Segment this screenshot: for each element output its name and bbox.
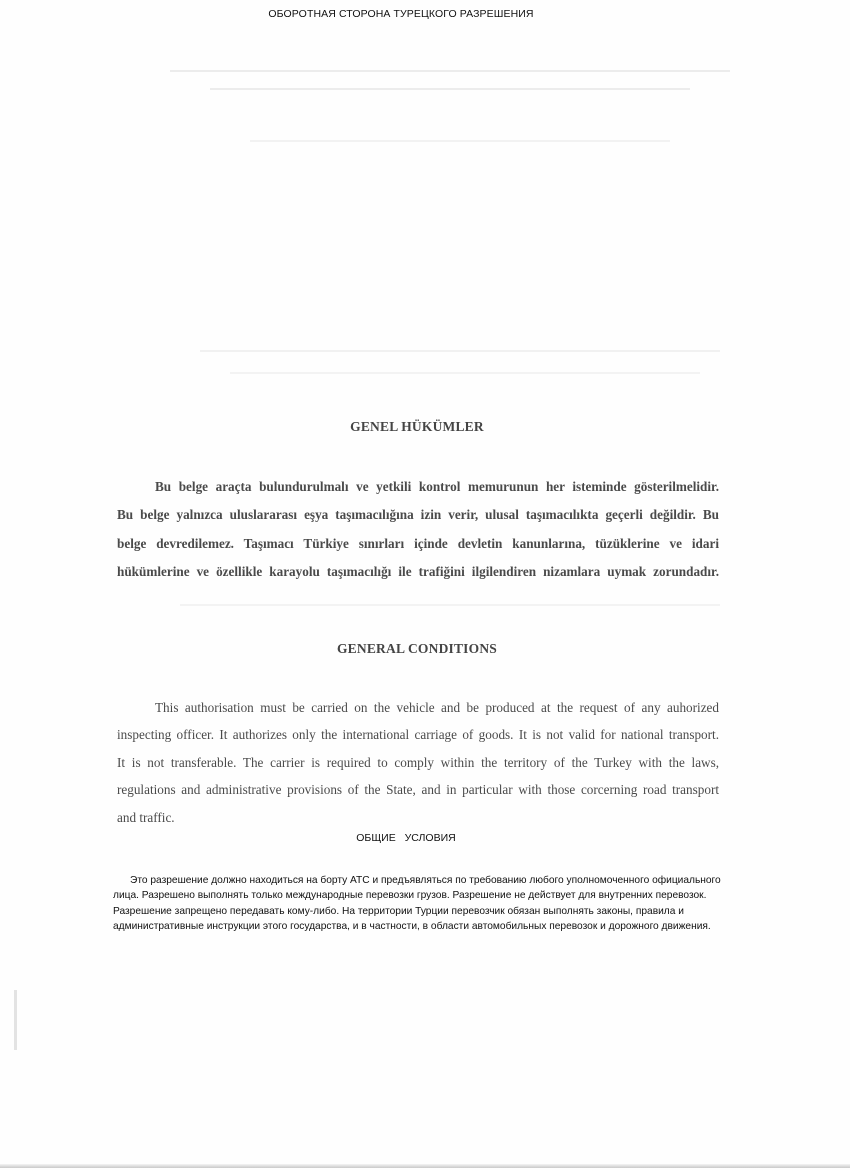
turkish-line: Bu belge araçta bulundurulmalı ve yetkili kontrol memurunun her isteminde gösterilmelidir. (155, 479, 719, 494)
scan-artifact (200, 350, 720, 352)
russian-section-title: ОБЩИЕ УСЛОВИЯ (356, 832, 456, 844)
russian-line: административные инструкции этого государства, и в частности, в области автомобильных перевозок и дорожного движения. (113, 921, 711, 933)
english-paragraph (117, 694, 719, 831)
english-section-title: GENERAL CONDITIONS (336, 641, 497, 656)
scan-artifact (230, 372, 700, 374)
page-header: ОБОРОТНАЯ СТОРОНА ТУРЕЦКОГО РАЗРЕШЕНИЯ (268, 8, 534, 20)
scan-artifact (170, 70, 730, 72)
english-line: inspecting officer. It authorizes only the international carriage of goods. It is not valid for national transport. (117, 727, 719, 743)
scan-artifact (180, 604, 720, 606)
english-line: It is not transferable. The carrier is required to comply within the territory of the Turkey with the laws, (117, 754, 719, 770)
turkish-section-title: GENEL HÜKÜMLER (350, 419, 484, 434)
turkish-line: Bu belge yalnızca uluslararası eşya taşımacılığına izin verir, ulusal taşımacılıkta geçerli değildir. Bu (117, 507, 719, 523)
russian-line: Разрешение запрещено передавать кому-либо. На территории Турции перевозчик обязан выполнять законы, правила и (113, 905, 684, 917)
russian-line: Это разрешение должно находиться на борту АТС и предъявляться по требованию любого уполномоченного официального (130, 875, 721, 886)
turkish-paragraph (117, 473, 719, 586)
english-line: regulations and administrative provisions of the State, and in particular with those corcerning road transport (117, 782, 719, 798)
scan-artifact (14, 990, 17, 1050)
russian-line: лица. Разрешено выполнять только международные перевозки грузов. Разрешение не действует для внутренних перевозок. (113, 890, 707, 902)
russian-paragraph (113, 873, 780, 935)
english-line: and traffic. (117, 809, 175, 825)
scan-artifact (250, 140, 670, 142)
turkish-line: hükümlerine ve özellikle karayolu taşımacılığı ile trafiğini ilgilendiren nizamlara uymak zorundadır. (117, 563, 719, 579)
scan-artifact (210, 88, 690, 90)
turkish-line: belge devredilemez. Taşımacı Türkiye sınırları içinde devletin kanunlarına, tüzüklerine ve idari (117, 535, 719, 551)
english-line: This authorisation must be carried on the vehicle and be produced at the request of any auhorized (155, 700, 719, 715)
scan-edge (0, 1164, 850, 1168)
